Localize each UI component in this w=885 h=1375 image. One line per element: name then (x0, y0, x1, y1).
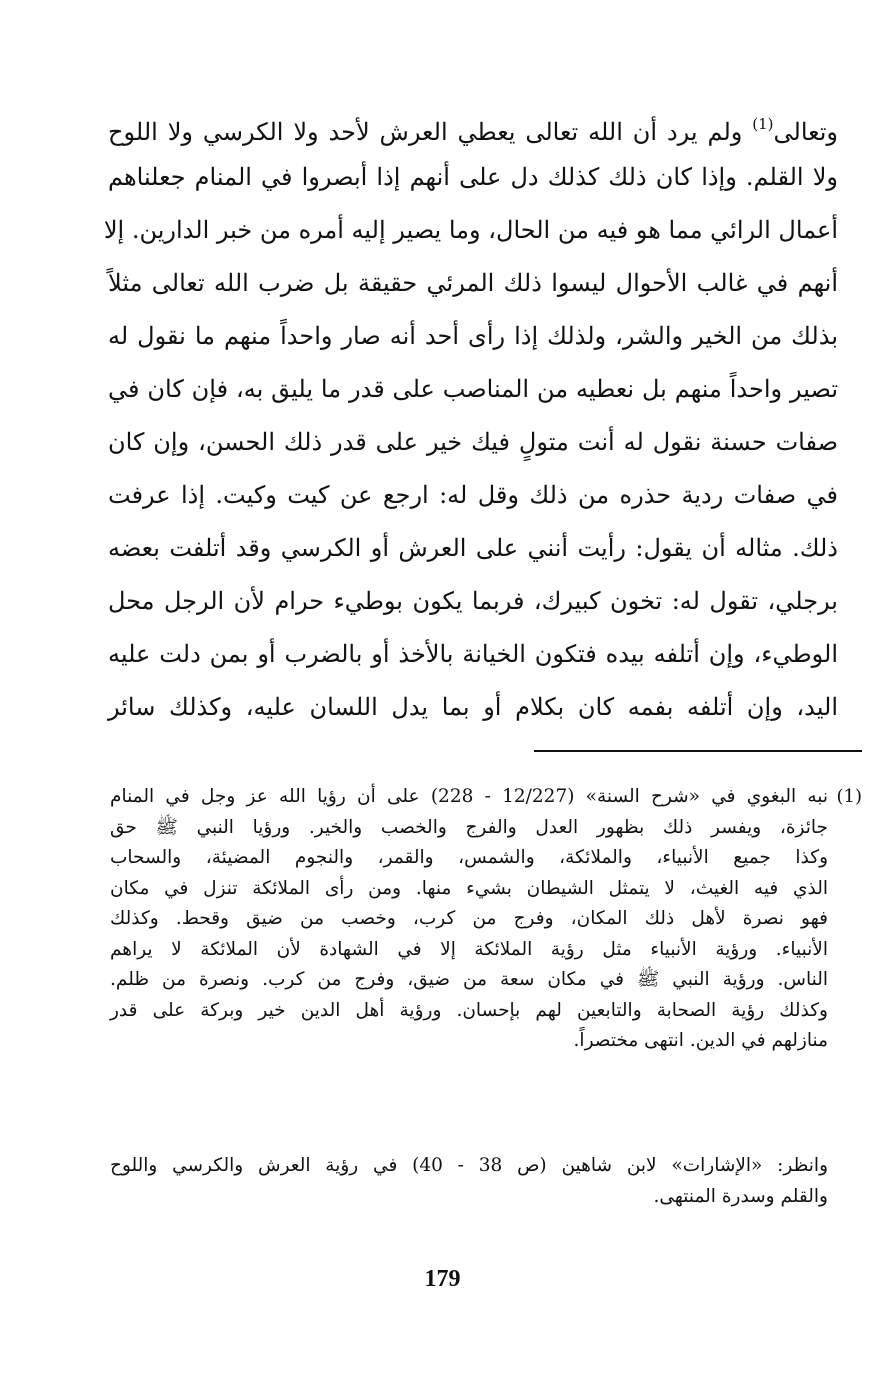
main-line-8: في صفات ردية حذره من ذلك وقل له: ارجع عن كيت وكيت. إذا عرفت (108, 481, 838, 509)
footnote-body (110, 782, 828, 1057)
footnote-line-1: نبه البغوي في «شرح السنة» (12/227 - 228) على أن رؤيا الله عز وجل في المنام (110, 786, 828, 807)
main-line-2: ولا القلم. وإذا كان ذلك كذلك دل على أنهم إذا أبصروا في المنام جعلناهم (108, 163, 838, 191)
main-line-12: اليد، وإن أتلفه بفمه كان بكلام أو بما يدل اللسان عليه، وكذلك سائر (108, 693, 838, 721)
footnote-line-8: وكذلك رؤية الصحابة والتابعين لهم بإحسان. ورؤية أهل الدين خير وبركة على قدر (110, 999, 828, 1021)
main-line-6: تصير واحداً منهم بل نعطيه من المناصب على قدر ما يليق به، فإن كان في (108, 375, 838, 403)
footnote-reference[interactable]: (1) (752, 115, 774, 133)
main-line-1 (108, 98, 838, 151)
see-also-line-2: والقلم وسدرة المنتهى. (653, 1185, 828, 1207)
main-line-text: ولم يرد أن الله تعالى يعطي العرش لأحد ولا الكرسي ولا اللوح (108, 118, 743, 146)
main-line-9: ذلك. مثاله أن يقول: رأيت أنني على العرش أو الكرسي وقد أتلفت بعضه (108, 534, 838, 562)
footnote-line-6: الأنبياء. ورؤية الأنبياء مثل رؤية الملائكة إلا في الشهادة لأن الملائكة لا يراهم (110, 938, 828, 960)
footnote-line-5: فهو نصرة لأهل ذلك المكان، وفرج من كرب، وخصب من ضيق وقحط. وكذلك (110, 908, 828, 929)
first-word: وتعالى (773, 118, 838, 146)
footnote-separator (534, 750, 862, 752)
page-number: 179 (424, 1266, 461, 1292)
main-line-7: صفات حسنة نقول له أنت متولٍ فيك خير على قدر ذلك الحسن، وإن كان (108, 428, 838, 456)
footnote-see-also (110, 1151, 828, 1212)
main-text-body (103, 98, 838, 734)
footnote-line-7: الناس. ورؤية النبي ﷺ في مكان سعة من ضيق، وفرج من كرب. ونصرة من ظلم. (110, 969, 828, 990)
main-line-3: أعمال الرائي مما هو فيه من الحال، وما يصير إليه أمره من خبر الدارين. إلا (103, 216, 838, 244)
main-line-11: الوطيء، وإن أتلفه بيده فتكون الخيانة بالأخذ أو بالضرب أو بمن دلت عليه (108, 640, 838, 668)
footnote-line-9: منازلهم في الدين. انتهى مختصراً. (573, 1030, 828, 1051)
main-line-4: أنهم في غالب الأحوال ليسوا ذلك المرئي حقيقة بل ضرب الله تعالى مثلاً (108, 269, 838, 297)
see-also-line-1: وانظر: «الإشارات» لابن شاهين (ص 38 - 40) في رؤية العرش والكرسي واللوح (110, 1155, 828, 1176)
footnote-line-3: وكذا جميع الأنبياء، والملائكة، والشمس، والقمر، والنجوم المضيئة، والسحاب (110, 847, 828, 868)
main-line-5: بذلك من الخير والشر، ولذلك إذا رأى أحد أنه صار واحداً منهم ما نقول له (108, 322, 838, 350)
footnote-line-4: الذي فيه الغيث، لا يتمثل الشيطان بشيء منها. ومن رأى الملائكة تنزل في مكان (110, 877, 828, 899)
footnote-line-2: جائزة، ويفسر ذلك بظهور العدل والفرج والخصب والخير. ورؤيا النبي ﷺ حق (110, 816, 828, 838)
main-line-10: برجلي، تقول له: تخون كبيرك، فربما يكون بوطيء حرام لأن الرجل محل (108, 587, 838, 615)
footnote-marker: (1) (836, 786, 862, 807)
